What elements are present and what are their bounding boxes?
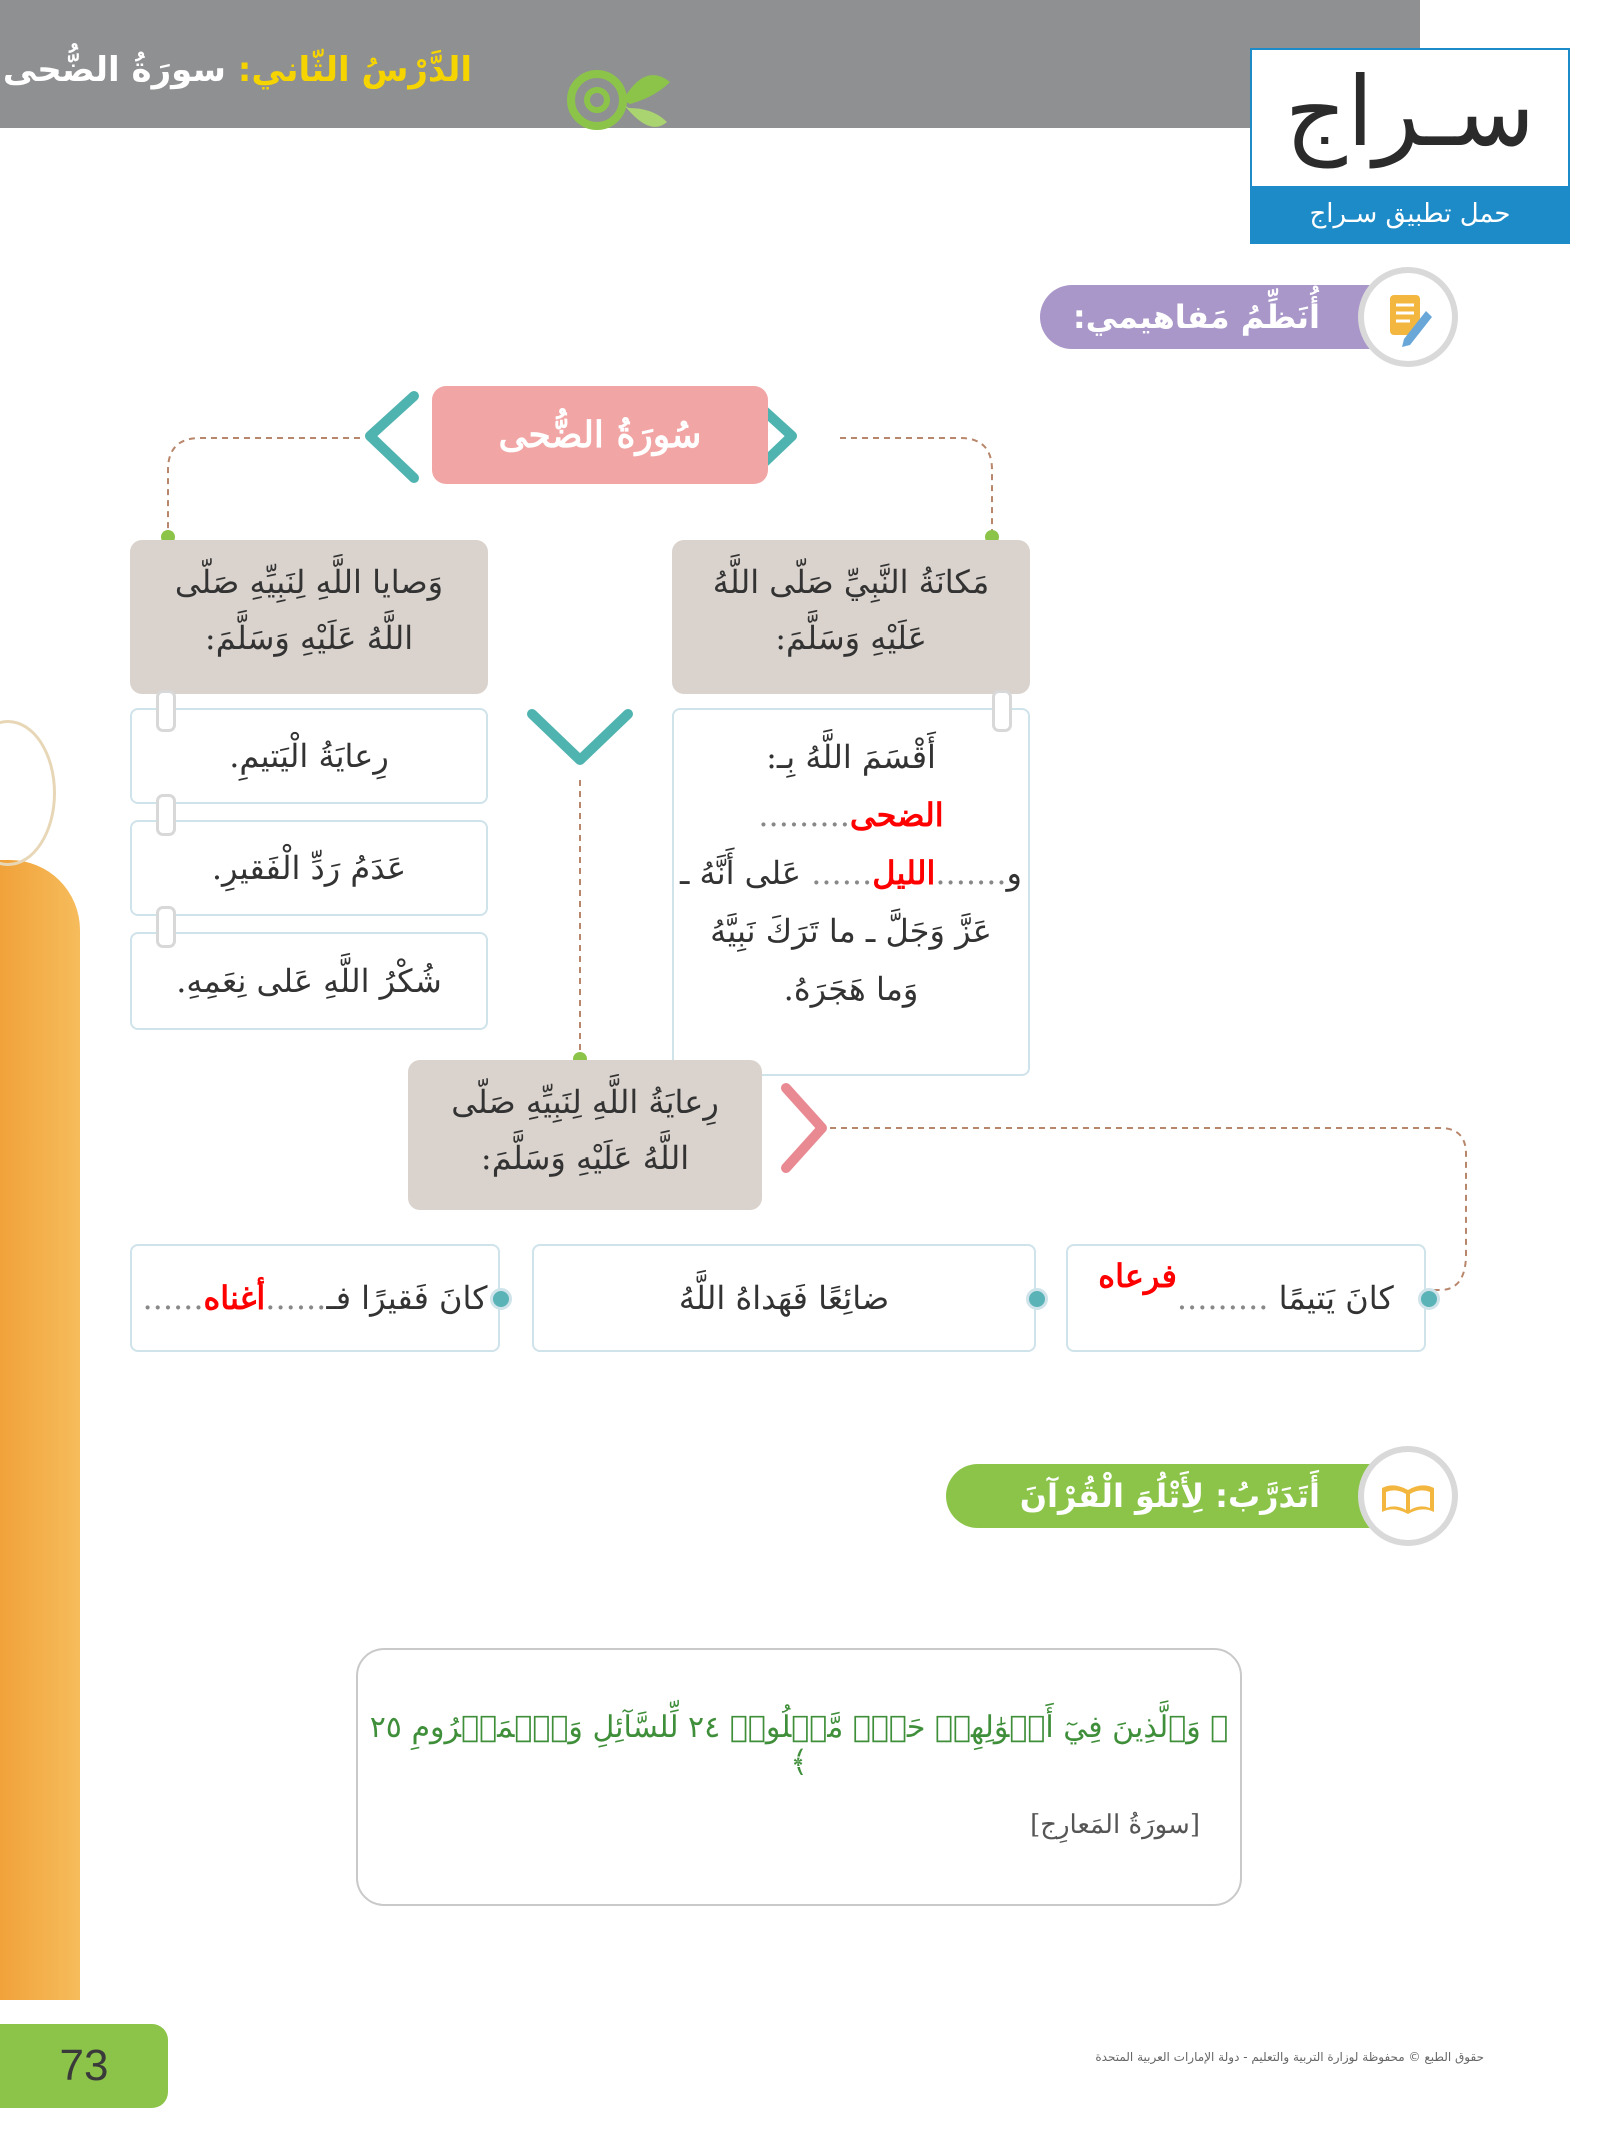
section-practice-label: أَتَدَرَّبُ: لِأَتْلُوَ الْقُرْآنَ الْكَريمَ:: [1019, 1477, 1320, 1579]
care-orphan-text: كانَ يَتيمًا: [1278, 1279, 1394, 1317]
oath-continuation: عَلى أَنَّهُ ـ: [679, 854, 802, 892]
left-branch-heading: وَصايا اللَّهِ لِنَبِيِّهِ صَلّى اللَّهُ عَلَيْهِ وَسَلَّمَ:: [130, 540, 488, 694]
answer-duha: الضحى: [849, 797, 944, 833]
left-item-poor: عَدَمُ رَدِّ الْفَقيرِ.: [130, 820, 488, 916]
answer-layl: الليل: [872, 855, 936, 891]
left-item-orphan: رِعايَةُ الْيَتيمِ.: [130, 708, 488, 804]
surah-reference: [سورَةُ المَعارِج]: [1030, 1810, 1200, 1840]
lesson-name: سورَةُ الضُّحى: [2, 50, 226, 90]
lesson-label: الدَّرْسُ الثّاني:: [237, 50, 472, 90]
right-branch-content: [672, 708, 1030, 1076]
siraj-tagline: حمل تطبيق سـراج: [1252, 186, 1568, 242]
care-item-poor: كانَ فَقيرًا فـ......أغناه......: [130, 1244, 500, 1352]
answer-line-1: الضحى.........: [758, 796, 944, 834]
page-number: 73: [0, 2024, 168, 2108]
care-item-orphan: كانَ يَتيمًا .........فرعاه: [1066, 1244, 1426, 1352]
left-item-gratitude: شُكْرُ اللَّهِ عَلى نِعَمِهِ.: [130, 932, 488, 1030]
connector-dot: [1026, 1288, 1048, 1310]
connector-dot: [1418, 1288, 1440, 1310]
answer-line-2: و.......الليل...... عَلى أَنَّهُ ـ: [679, 854, 1022, 892]
quran-verse-box: [356, 1648, 1242, 1906]
oath-line-4: وَما هَجَرَهُ.: [783, 970, 919, 1008]
ring-connector: [992, 690, 1012, 732]
care-item-lost: ضائِعًا فَهَداهُ اللَّهُ: [532, 1244, 1036, 1352]
oath-intro: أَقْسَمَ اللَّهُ بِـ:: [766, 738, 936, 776]
answer-raahu: فرعاه: [1098, 1258, 1177, 1294]
middle-branch-heading: رِعايَةُ اللَّهِ لِنَبِيِّهِ صَلّى اللَّهُ عَلَيْهِ وَسَلَّمَ:: [408, 1060, 762, 1210]
connector-dot: [490, 1288, 512, 1310]
ring-connector: [156, 794, 176, 836]
answer-aghnahu: أغناه: [203, 1280, 266, 1316]
section-organize-label: أُنَظِّمُ مَفاهيمي:: [1072, 298, 1320, 336]
quran-ayah: ﴿ وَٱلَّذِينَ فِيٓ أَمۡوَٰلِهِمۡ حَقّٞ مَّعۡلُومٞ ٢٤ لِّلسَّآئِلِ وَٱلۡمَحۡرُومِ ٢٥ ﴾: [369, 1710, 1229, 1780]
oath-line-3: عَزَّ وَجَلَّ ـ ما تَرَكَ نَبِيَّهُ: [710, 912, 992, 950]
ring-connector: [156, 906, 176, 948]
care-poor-text: كانَ فَقيرًا فـ: [326, 1279, 488, 1317]
siraj-wordmark: سـراج: [1284, 56, 1536, 168]
right-branch-heading: مَكانَةُ النَّبِيِّ صَلّى اللَّهُ عَلَيْهِ وَسَلَّمَ:: [672, 540, 1030, 694]
open-book-icon: [1358, 1446, 1458, 1546]
concept-map-title: سُورَةُ الضُّحى: [432, 386, 768, 484]
ring-connector: [156, 690, 176, 732]
copyright-notice: حقوق الطبع © محفوظة لوزارة التربية والتعليم - دولة الإمارات العربية المتحدة: [1095, 2050, 1484, 2064]
conjunction-wa: و: [1006, 854, 1022, 892]
